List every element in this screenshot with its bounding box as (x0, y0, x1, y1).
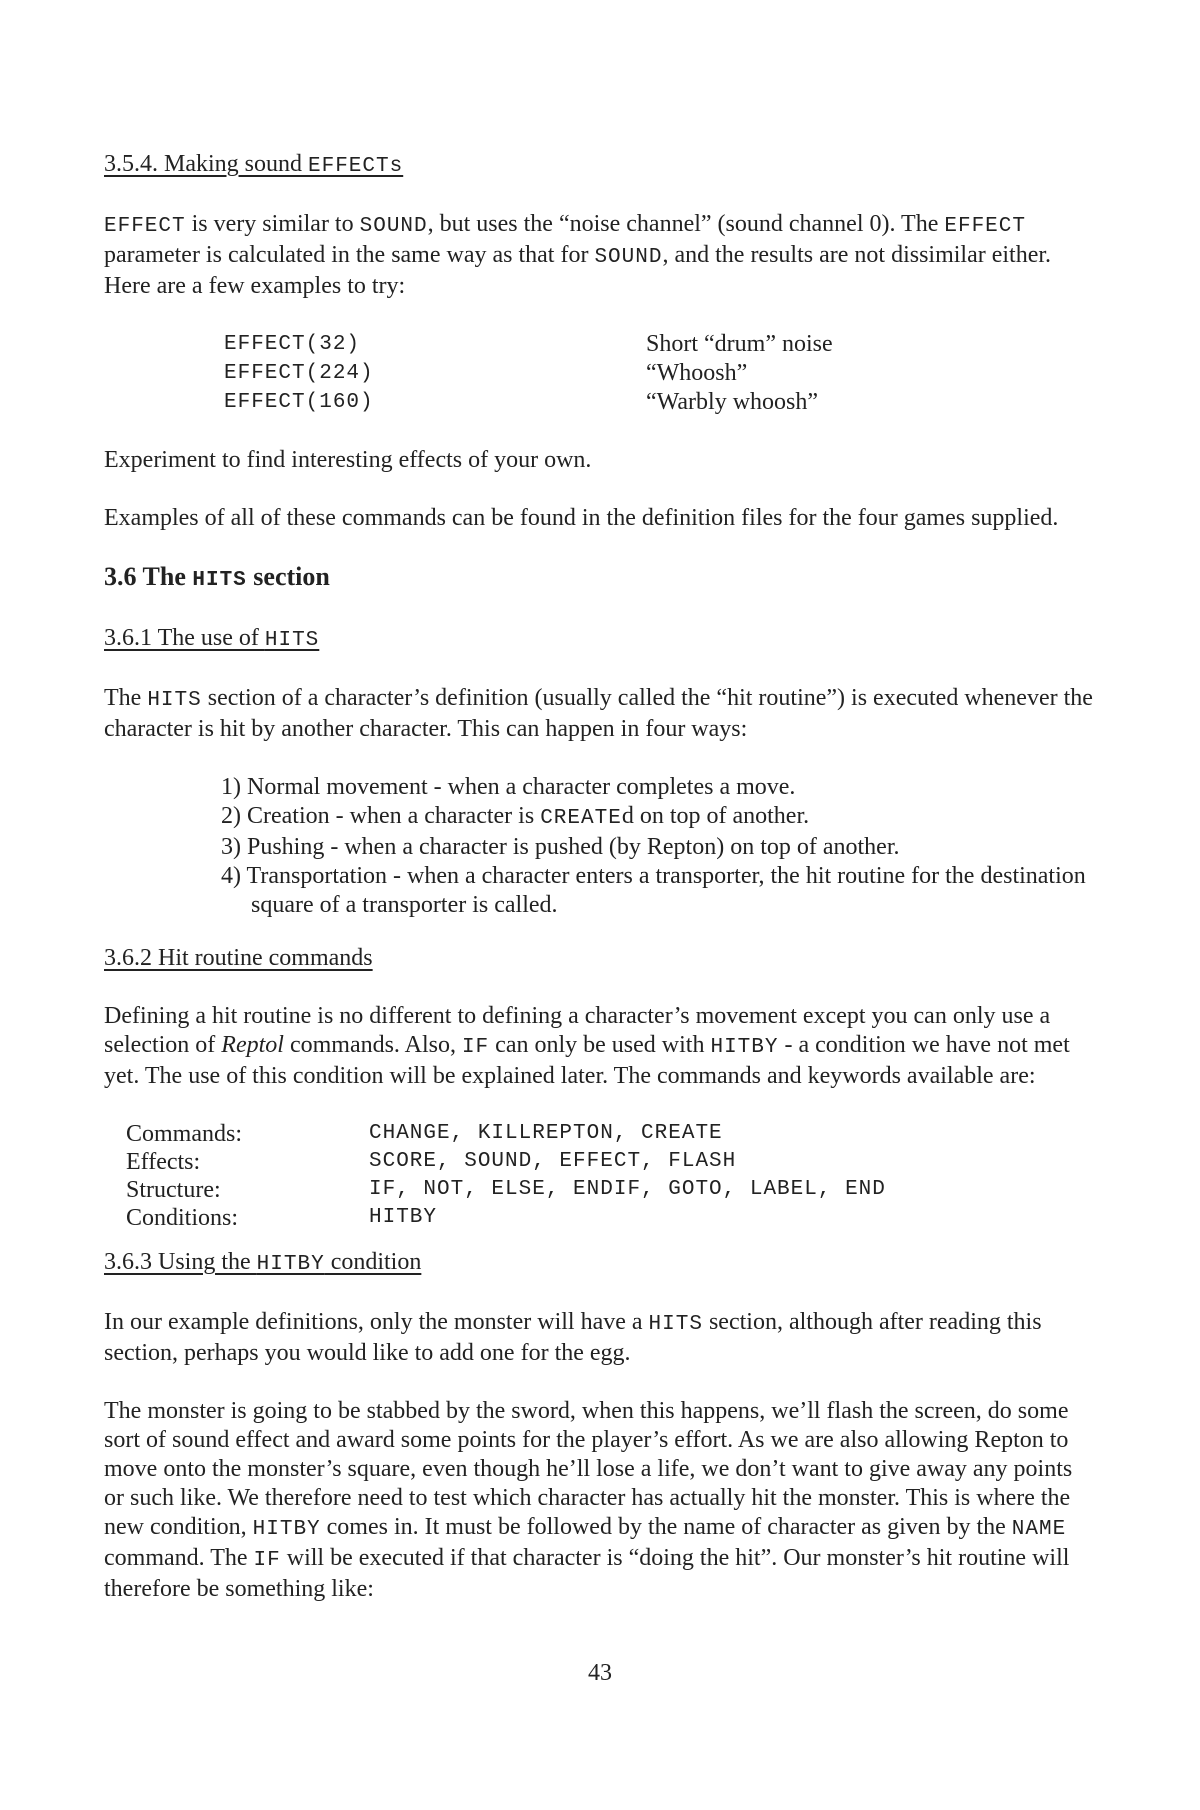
text-run: comes in. It must be followed by the name of character as given by the (320, 1514, 1012, 1540)
paragraph-hitby-detail (104, 1397, 1094, 1604)
heading-3-6-3 (104, 1248, 1094, 1279)
text-run: d on top of another. (621, 803, 810, 829)
keyword-category: Conditions: (126, 1205, 239, 1231)
inline-code: EFFECT (944, 215, 1026, 238)
keyword-list: HITBY (369, 1206, 438, 1229)
text-run: will be executed if that character is “doing the hit”. Our monster’s hit routine will therefore be something like: (104, 1545, 1070, 1602)
inline-code: IF (253, 1549, 281, 1572)
inline-code: HITBY (252, 1518, 321, 1541)
heading-code: HITS (192, 569, 247, 592)
page-number: 43 (588, 1660, 612, 1686)
heading-text-suffix: section (246, 562, 330, 591)
heading-3-6-1 (104, 624, 1094, 655)
text-run: section, although after reading this section, perhaps you would like to add one for the egg. (104, 1309, 1042, 1366)
effect-description: Short “drum” noise (646, 331, 833, 357)
list-item (221, 773, 1094, 802)
heading-text: 3.6 The (104, 562, 193, 591)
heading-code: EFFECTs (308, 155, 404, 178)
text-run: commands. Also, (283, 1032, 462, 1058)
text-run: , but uses the “noise channel” (sound channel 0). The (427, 211, 945, 237)
list-item (221, 862, 1094, 920)
paragraph-hitby-intro (104, 1308, 1094, 1368)
text-run: 1) Normal movement - when a character completes a move. (221, 774, 796, 800)
manual-page (104, 150, 1094, 1604)
effect-code: EFFECT(160) (224, 391, 374, 414)
text-run: can only be used with (489, 1032, 711, 1058)
keyword-list: SCORE, SOUND, EFFECT, FLASH (369, 1150, 737, 1173)
inline-code: SOUND (359, 215, 428, 238)
emphasis-text: Reptol (221, 1032, 284, 1058)
inline-code: HITS (648, 1313, 703, 1336)
text-run: 2) Creation - when a character is (221, 803, 541, 829)
keyword-category: Structure: (126, 1177, 221, 1203)
keyword-category: Effects: (126, 1149, 201, 1175)
heading-3-6-2: 3.6.2 Hit routine commands (104, 945, 373, 971)
keyword-list: IF, NOT, ELSE, ENDIF, GOTO, LABEL, END (369, 1178, 886, 1201)
paragraph-effect-intro (104, 210, 1094, 301)
paragraph-examples-note: Examples of all of these commands can be found in the definition files for the four games supplied. (104, 505, 1059, 531)
text-run: 3) Pushing - when a character is pushed (by Repton) on top of another. (221, 834, 900, 860)
effect-code: EFFECT(32) (224, 333, 361, 356)
text-run: command. The (104, 1545, 254, 1571)
text-run: The monster is going to be stabbed by the sword, when this happens, we’ll flash the screen, do some sort of sound effect and award some points for the player’s effort. As we are also allowing Repton to move onto the monster’s square, even though he’ll lose a life, we don’t want to give away any points or such like. We therefore need to test which character has actually hit the monster. This is where the new condition, (104, 1398, 1073, 1540)
effect-examples-table (224, 330, 1094, 417)
keywords-table (126, 1120, 1094, 1232)
heading-3-5-4 (104, 150, 1094, 181)
inline-code: CREATE (540, 807, 622, 830)
hit-ways-list (221, 773, 1094, 920)
text-run: , and the results are not dissimilar either. Here are a few examples to try: (104, 242, 1052, 299)
keyword-category: Commands: (126, 1121, 243, 1147)
effect-description: “Warbly whoosh” (646, 389, 819, 415)
inline-code: SOUND (594, 246, 663, 269)
text-run: is very similar to (185, 211, 360, 237)
heading-text: 3.6.3 Using the (104, 1249, 257, 1275)
text-run: The (104, 685, 148, 711)
inline-code: NAME (1011, 1518, 1067, 1541)
heading-code: HITBY (256, 1253, 325, 1276)
inline-code: HITBY (710, 1036, 779, 1059)
text-run: Defining a hit routine is no different to defining a character’s movement except you can only use a selection of (104, 1003, 1051, 1058)
paragraph-hits-intro (104, 684, 1094, 744)
inline-code: IF (461, 1036, 490, 1059)
keyword-list: CHANGE, KILLREPTON, CREATE (369, 1122, 723, 1145)
heading-text-suffix: condition (324, 1249, 422, 1275)
heading-code: HITS (264, 629, 320, 652)
text-run: parameter is calculated in the same way as that for (104, 242, 595, 268)
text-run: In our example definitions, only the monster will have a (104, 1309, 649, 1335)
effect-description: “Whoosh” (646, 360, 748, 386)
inline-code: EFFECT (104, 215, 186, 238)
text-run: section of a character’s definition (usually called the “hit routine”) is executed whenever the character is hit by another character. This can happen in four ways: (104, 685, 1093, 742)
text-run: - a condition we have not met yet. The use of this condition will be explained later. The commands and keywords available are: (104, 1032, 1070, 1089)
effect-code: EFFECT(224) (224, 362, 374, 385)
heading-text: 3.6.1 The use of (104, 625, 265, 651)
heading-text: 3.5.4. Making sound (104, 151, 308, 177)
paragraph-hit-routine (104, 1002, 1094, 1091)
heading-3-6 (104, 562, 1094, 595)
paragraph-experiment: Experiment to find interesting effects of your own. (104, 447, 592, 473)
list-item (221, 833, 1094, 862)
list-item (221, 802, 1094, 833)
inline-code: HITS (147, 689, 202, 712)
text-run: 4) Transportation - when a character enters a transporter, the hit routine for the destination square of a transporter is called. (221, 863, 1086, 918)
